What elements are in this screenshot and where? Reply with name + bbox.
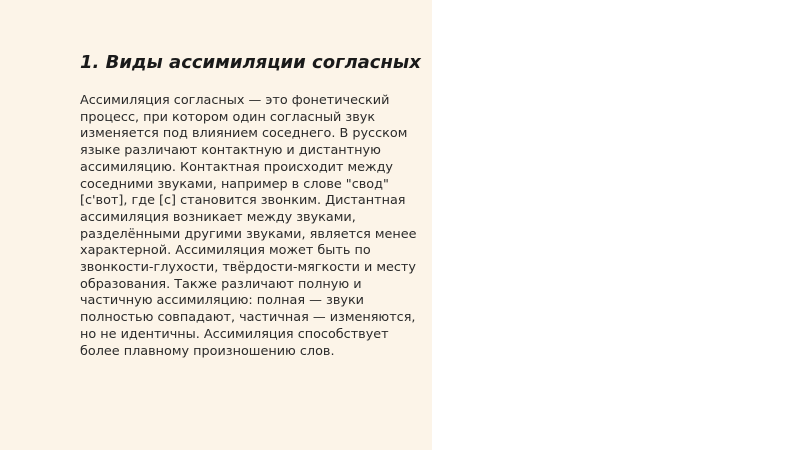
body-line: соседними звуками, например в слове "свод" <box>80 176 389 192</box>
slide-title: 1. Виды ассимиляции согласных <box>80 52 421 73</box>
body-line: [с'вот], где [с] становится звонким. Дистантная <box>80 193 406 209</box>
body-line: языке различают контактную и дистантную <box>80 143 381 159</box>
body-line: образования. Также различают полную и <box>80 276 362 292</box>
blank-panel <box>432 0 800 450</box>
body-line: звонкости-глухости, твёрдости-мягкости и месту <box>80 260 416 276</box>
body-line: более плавному произношению слов. <box>80 343 335 359</box>
body-line: разделёнными другими звуками, является менее <box>80 226 417 242</box>
body-line: частичную ассимиляцию: полная — звуки <box>80 293 364 309</box>
body-line: но не идентичны. Ассимиляция способствует <box>80 326 389 342</box>
body-line: характерной. Ассимиляция может быть по <box>80 243 371 259</box>
body-line: ассимиляцию. Контактная происходит между <box>80 159 393 175</box>
body-line: Ассимиляция согласных — это фонетический <box>80 93 390 108</box>
slide-body-text <box>80 93 425 360</box>
body-line: процесс, при котором один согласный звук <box>80 109 376 125</box>
body-line: ассимиляция возникает между звуками, <box>80 209 356 225</box>
body-line: полностью совпадают, частичная — изменяются, <box>80 310 416 326</box>
body-line: изменяется под влиянием соседнего. В русском <box>80 126 408 142</box>
